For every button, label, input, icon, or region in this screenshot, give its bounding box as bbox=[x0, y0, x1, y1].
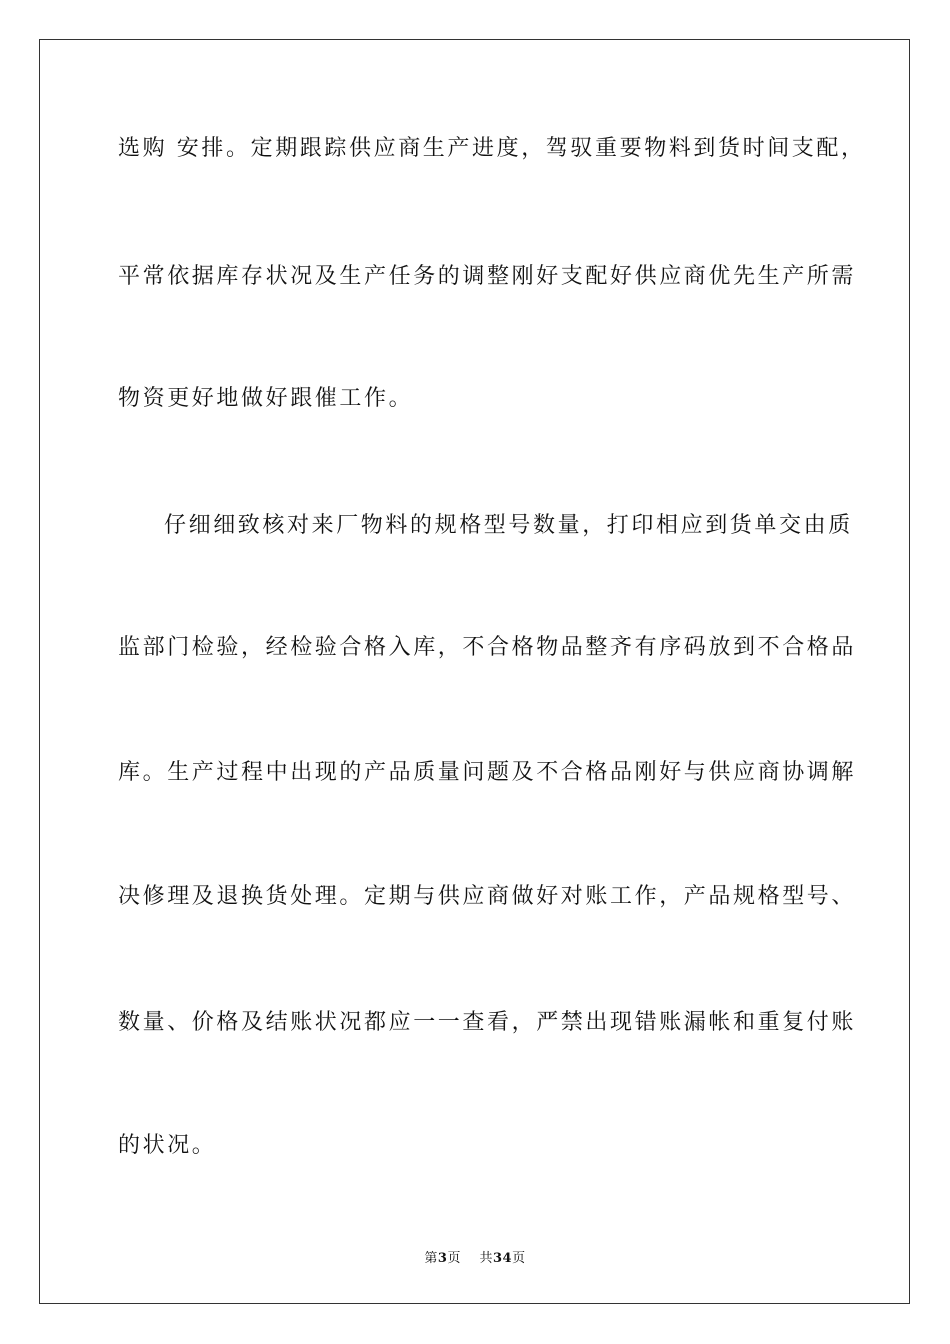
paragraph-line-2: 平常依据库存状况及生产任务的调整刚好支配好供应商优先生产所需 bbox=[118, 264, 857, 289]
footer-page-suffix: 页 bbox=[447, 1251, 461, 1266]
footer-page-number: 3 bbox=[437, 1251, 448, 1266]
paragraph-line-3: 物资更好地做好跟催工作。 bbox=[118, 386, 414, 411]
paragraph-line-7: 决修理及退换货处理。定期与供应商做好对账工作，产品规格型号、 bbox=[118, 884, 857, 909]
footer-page-prefix: 第 bbox=[424, 1251, 438, 1266]
paragraph-line-6: 库。生产过程中出现的产品质量问题及不合格品刚好与供应商协调解 bbox=[118, 760, 857, 785]
page-footer bbox=[0, 1247, 950, 1266]
paragraph-line-1: 选购 安排。定期跟踪供应商生产进度，驾驭重要物料到货时间支配， bbox=[118, 136, 866, 161]
paragraph-line-8: 数量、价格及结账状况都应一一查看，严禁出现错账漏帐和重复付账 bbox=[118, 1010, 857, 1035]
footer-total-suffix: 页 bbox=[512, 1251, 526, 1266]
paragraph-line-9: 的状况。 bbox=[118, 1133, 217, 1158]
footer-total-pages: 34 bbox=[493, 1251, 513, 1266]
paragraph-line-4: 仔细细致核对来厂物料的规格型号数量，打印相应到货单交由质 bbox=[164, 513, 853, 538]
paragraph-line-5: 监部门检验，经检验合格入库，不合格物品整齐有序码放到不合格品 bbox=[118, 635, 857, 660]
page-border bbox=[39, 39, 910, 1304]
footer-total-prefix: 共 bbox=[479, 1251, 493, 1266]
